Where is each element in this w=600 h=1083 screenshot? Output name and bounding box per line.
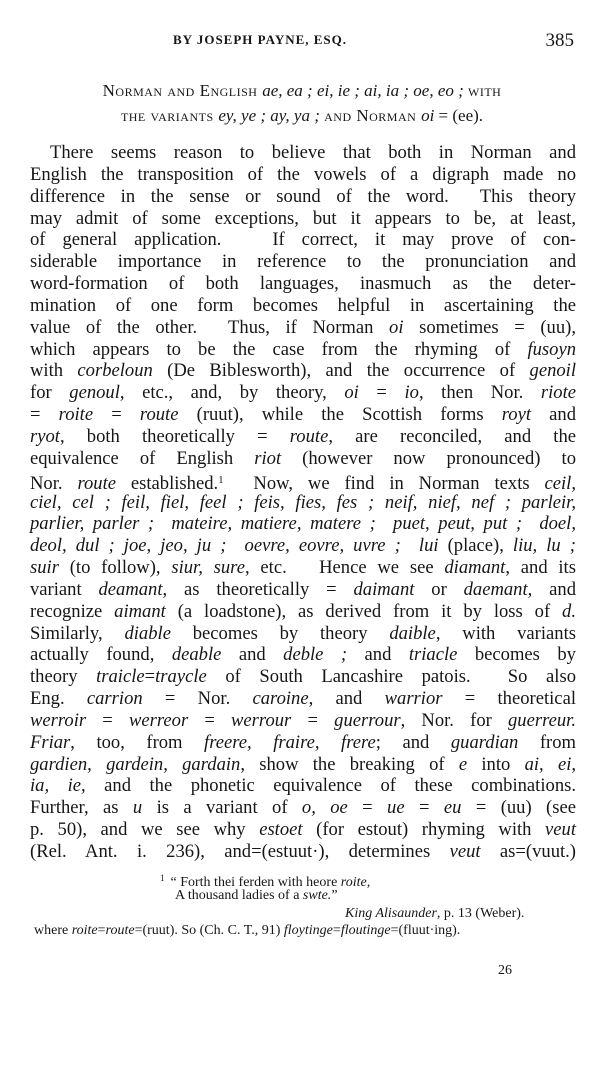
text-run: Norman and English bbox=[102, 81, 263, 100]
italic-text: parlier, parler ; mateire, matiere, matere ; puet, peut, put ; doel, bbox=[30, 513, 576, 535]
text-run: = bbox=[404, 797, 444, 819]
text-run: , and the phonetic equivalence of these combinations. bbox=[81, 775, 576, 797]
italic-text: deable bbox=[171, 644, 222, 666]
italic-text: roite, bbox=[340, 875, 371, 890]
italic-text: caroine bbox=[252, 688, 309, 710]
text-run: , Nor. for bbox=[400, 709, 508, 731]
italic-text: roite bbox=[71, 923, 98, 938]
italic-text: deble ; bbox=[283, 644, 348, 666]
text-run: , etc., and, by theory, bbox=[119, 382, 345, 404]
italic-text: guardian bbox=[450, 731, 519, 753]
italic-text: genoul bbox=[69, 382, 120, 404]
text-run: Further, as bbox=[30, 797, 133, 819]
italic-text: traycle bbox=[155, 666, 207, 688]
text-run: = bbox=[347, 797, 388, 819]
text-run: with bbox=[468, 81, 502, 100]
signature-mark: 26 bbox=[498, 963, 512, 978]
text-run: for bbox=[30, 382, 70, 404]
italic-text: io bbox=[404, 382, 419, 404]
text-run: , are reconciled, and the bbox=[328, 425, 576, 447]
italic-text: diamant bbox=[444, 557, 506, 579]
italic-text: guerreur. bbox=[507, 709, 576, 731]
italic-text: daemant bbox=[463, 578, 528, 600]
text-run: Eng. bbox=[30, 688, 87, 710]
text-run: , both theoretically = bbox=[59, 425, 290, 447]
italic-text: ai, ei, bbox=[524, 753, 577, 775]
text-run: theory bbox=[30, 666, 97, 688]
text-run: = bbox=[291, 709, 335, 731]
text-line bbox=[30, 339, 576, 361]
italic-text: traicle bbox=[96, 666, 145, 688]
text-run: of South Lancashire patois. So also bbox=[206, 666, 576, 688]
text-line bbox=[30, 470, 576, 492]
footnote-reference[interactable]: 1 bbox=[218, 473, 224, 486]
text-line bbox=[30, 142, 576, 164]
italic-text: Friar bbox=[30, 731, 71, 753]
text-run: = bbox=[188, 709, 232, 731]
text-run: and bbox=[221, 644, 284, 666]
text-run: and bbox=[531, 404, 577, 426]
text-run: may admit of some exceptions, but it appears to be, at least, bbox=[30, 207, 576, 229]
text-run: (ruut), while the Scottish forms bbox=[178, 404, 502, 426]
footnote-line bbox=[34, 922, 460, 940]
text-run: , etc. Hence we see bbox=[244, 557, 445, 579]
text-run: equivalence of English bbox=[30, 447, 255, 469]
text-line bbox=[30, 688, 576, 710]
italic-text: roite bbox=[58, 404, 94, 426]
text-line bbox=[30, 229, 576, 251]
text-run: mination of one form becomes helpful in ascertaining the bbox=[30, 294, 576, 316]
text-run: , and bbox=[308, 688, 385, 710]
section-heading bbox=[28, 78, 576, 128]
text-run: the variants bbox=[120, 106, 219, 125]
text-line bbox=[30, 251, 576, 273]
text-run: from bbox=[518, 731, 576, 753]
italic-text: floutinge bbox=[340, 923, 391, 938]
text-run: = bbox=[86, 709, 129, 731]
text-run: (place), bbox=[438, 535, 513, 557]
text-line bbox=[30, 819, 576, 841]
text-run: = (ee). bbox=[434, 106, 484, 125]
text-run: , too, from bbox=[70, 731, 205, 753]
italic-text: ae, ea ; ei, ie ; ai, ia ; oe, eo ; bbox=[262, 81, 469, 100]
text-line bbox=[30, 492, 576, 514]
text-run: becomes by theory bbox=[170, 622, 390, 644]
text-run: or bbox=[414, 578, 464, 600]
body-text bbox=[30, 142, 576, 863]
italic-text: u bbox=[132, 797, 143, 819]
italic-text: genoil bbox=[529, 360, 576, 382]
italic-text: oi bbox=[389, 316, 404, 338]
text-line bbox=[30, 841, 576, 863]
text-line bbox=[30, 273, 576, 295]
italic-text: d. bbox=[562, 600, 576, 622]
text-run: ; and bbox=[375, 731, 451, 753]
text-run: (however now pronounced) to bbox=[281, 447, 576, 469]
text-run: Now, we find in Norman texts bbox=[223, 472, 545, 494]
text-run: as=(vuut.) bbox=[480, 841, 576, 862]
text-run: established. bbox=[116, 472, 219, 494]
text-run: ” bbox=[331, 888, 338, 903]
italic-text: ciel, cel ; feil, fiel, feel ; feis, fies, fes ; neif, nief, nef ; parleir, bbox=[30, 491, 576, 513]
italic-text: carrion bbox=[86, 688, 143, 710]
text-run: into bbox=[467, 753, 525, 775]
text-run: , p. 13 (Weber). bbox=[436, 906, 525, 921]
text-line bbox=[30, 666, 576, 688]
text-run: (a loadstone), as derived from it by loss of bbox=[165, 600, 563, 622]
text-run: =(ruut). So (Ch. C. T., 91) bbox=[134, 923, 284, 938]
text-run: sometimes = (uu), bbox=[403, 316, 576, 338]
italic-text: diable bbox=[124, 622, 171, 644]
text-line bbox=[30, 535, 576, 557]
text-run: (to follow), bbox=[58, 557, 172, 579]
italic-text: riot bbox=[254, 447, 282, 469]
text-line bbox=[30, 623, 576, 645]
italic-text: deol, dul ; joe, jeo, ju ; oevre, eovre, uvre ; lui bbox=[30, 535, 439, 557]
text-line bbox=[30, 513, 576, 535]
text-run: , and bbox=[527, 578, 576, 600]
italic-text: oi bbox=[344, 382, 359, 404]
text-run: English the transposition of the vowels of a digraph made no bbox=[30, 163, 576, 185]
italic-text: ceil, bbox=[544, 472, 576, 494]
text-run: A thousand ladies of a bbox=[175, 888, 303, 903]
text-run: = bbox=[30, 404, 59, 426]
text-run: =(fluut·ing). bbox=[390, 923, 461, 938]
text-run: (Rel. Ant. i. 236), and=(estuut·), determines bbox=[30, 841, 450, 862]
text-line bbox=[30, 754, 576, 776]
text-run: value of the other. Thus, if Norman bbox=[30, 316, 390, 338]
italic-text: siur, sure bbox=[171, 557, 245, 579]
section-heading-line bbox=[28, 103, 576, 128]
italic-text: ey, ye ; ay, ya ; bbox=[218, 106, 325, 125]
italic-text: swte. bbox=[302, 888, 332, 903]
italic-text: gardien, gardein, gardain bbox=[30, 753, 241, 775]
text-line bbox=[30, 186, 576, 208]
italic-text: route bbox=[105, 923, 135, 938]
text-run: There seems reason to believe that both in Norman and bbox=[50, 142, 576, 163]
text-run: = bbox=[97, 923, 106, 938]
text-line bbox=[30, 601, 576, 623]
text-run: “ Forth thei ferden with heore bbox=[170, 875, 341, 890]
italic-text: route bbox=[77, 472, 116, 494]
italic-text: route bbox=[139, 404, 179, 426]
italic-text: werroir bbox=[30, 709, 87, 731]
text-run: recognize bbox=[30, 600, 115, 622]
text-line bbox=[30, 448, 576, 470]
text-run: where bbox=[34, 923, 72, 938]
italic-text: werreor bbox=[128, 709, 189, 731]
italic-text: eu bbox=[443, 797, 462, 819]
text-run: , show the breaking of bbox=[240, 753, 459, 775]
text-run: of general application. If correct, it may prove of con- bbox=[30, 229, 576, 251]
text-run: , as theoretically = bbox=[162, 578, 354, 600]
text-line bbox=[30, 208, 576, 230]
running-head bbox=[0, 30, 600, 54]
text-run: = bbox=[144, 666, 156, 688]
italic-text: route bbox=[289, 425, 329, 447]
text-run: = bbox=[93, 404, 140, 426]
text-line bbox=[30, 579, 576, 601]
text-run: , and its bbox=[505, 557, 576, 579]
italic-text: fusoyn bbox=[527, 338, 576, 360]
text-run: which appears to be the case from the rhyming of bbox=[30, 338, 528, 360]
text-run: Nor. bbox=[30, 472, 78, 494]
italic-text: veut bbox=[449, 841, 481, 862]
italic-text: deamant bbox=[98, 578, 163, 600]
text-run: = bbox=[332, 923, 341, 938]
italic-text: freere, fraire, frere bbox=[204, 731, 376, 753]
italic-text: liu, lu ; bbox=[512, 535, 576, 557]
text-run: and bbox=[347, 644, 409, 666]
text-line bbox=[30, 710, 576, 732]
text-run: (De Biblesworth), and the occurrence of bbox=[152, 360, 530, 382]
italic-text: guerrour bbox=[334, 709, 401, 731]
text-run: , with variants bbox=[435, 622, 576, 644]
italic-text: e bbox=[458, 753, 468, 775]
footnote-citation bbox=[345, 905, 524, 923]
text-line bbox=[30, 732, 576, 754]
italic-text: o, oe bbox=[301, 797, 348, 819]
page-number: 385 bbox=[545, 30, 574, 51]
text-run: variant bbox=[30, 578, 99, 600]
italic-text: ia, ie bbox=[30, 775, 82, 797]
text-line bbox=[30, 295, 576, 317]
text-run: difference in the sense or sound of the word. This theory bbox=[30, 185, 576, 207]
italic-text: ue bbox=[387, 797, 405, 819]
text-line bbox=[30, 797, 576, 819]
footnote-line bbox=[175, 887, 338, 905]
text-run: = theoretical bbox=[442, 688, 576, 710]
text-run: siderable importance in reference to the pronunciation and bbox=[30, 251, 576, 273]
section-heading-line bbox=[28, 78, 576, 103]
italic-text: estoet bbox=[259, 819, 303, 841]
italic-text: daimant bbox=[353, 578, 415, 600]
text-run: = bbox=[358, 382, 405, 404]
text-run: = (uu) (see bbox=[461, 797, 576, 819]
text-line bbox=[30, 426, 576, 448]
italic-text: suir bbox=[30, 557, 59, 579]
text-line bbox=[30, 317, 576, 339]
italic-text: triacle bbox=[408, 644, 458, 666]
text-run: with bbox=[30, 360, 78, 382]
text-line bbox=[30, 164, 576, 186]
text-run: p. 50), and we see why bbox=[30, 819, 260, 841]
running-head-title: BY JOSEPH PAYNE, ESQ. bbox=[173, 32, 348, 47]
italic-text: corbeloun bbox=[77, 360, 153, 382]
text-run: is a variant of bbox=[142, 797, 302, 819]
text-run: and Norman bbox=[324, 106, 422, 125]
footnote-marker: 1 bbox=[160, 873, 165, 883]
italic-text: ryot bbox=[30, 425, 60, 447]
text-run: becomes by bbox=[457, 644, 576, 666]
italic-text: floytinge bbox=[283, 923, 333, 938]
text-run: word-formation of both languages, inasmuch as the deter- bbox=[30, 273, 576, 295]
italic-text: King Alisaunder bbox=[345, 906, 437, 921]
italic-text: warrior bbox=[384, 688, 443, 710]
italic-text: oi bbox=[421, 106, 435, 125]
text-line bbox=[30, 404, 576, 426]
italic-text: veut bbox=[545, 819, 576, 841]
text-run: actually found, bbox=[30, 644, 172, 666]
italic-text: royt bbox=[501, 404, 531, 426]
text-line bbox=[30, 382, 576, 404]
text-run: , then Nor. bbox=[418, 382, 541, 404]
text-line bbox=[30, 360, 576, 382]
text-line bbox=[30, 775, 576, 797]
italic-text: riote bbox=[540, 382, 576, 404]
text-line bbox=[30, 557, 576, 579]
italic-text: aimant bbox=[114, 600, 166, 622]
text-run: = Nor. bbox=[142, 688, 253, 710]
text-run: (for estout) rhyming with bbox=[302, 819, 546, 841]
italic-text: werrour bbox=[231, 709, 292, 731]
text-line bbox=[30, 644, 576, 666]
text-run: Similarly, bbox=[30, 622, 125, 644]
italic-text: daible bbox=[389, 622, 436, 644]
